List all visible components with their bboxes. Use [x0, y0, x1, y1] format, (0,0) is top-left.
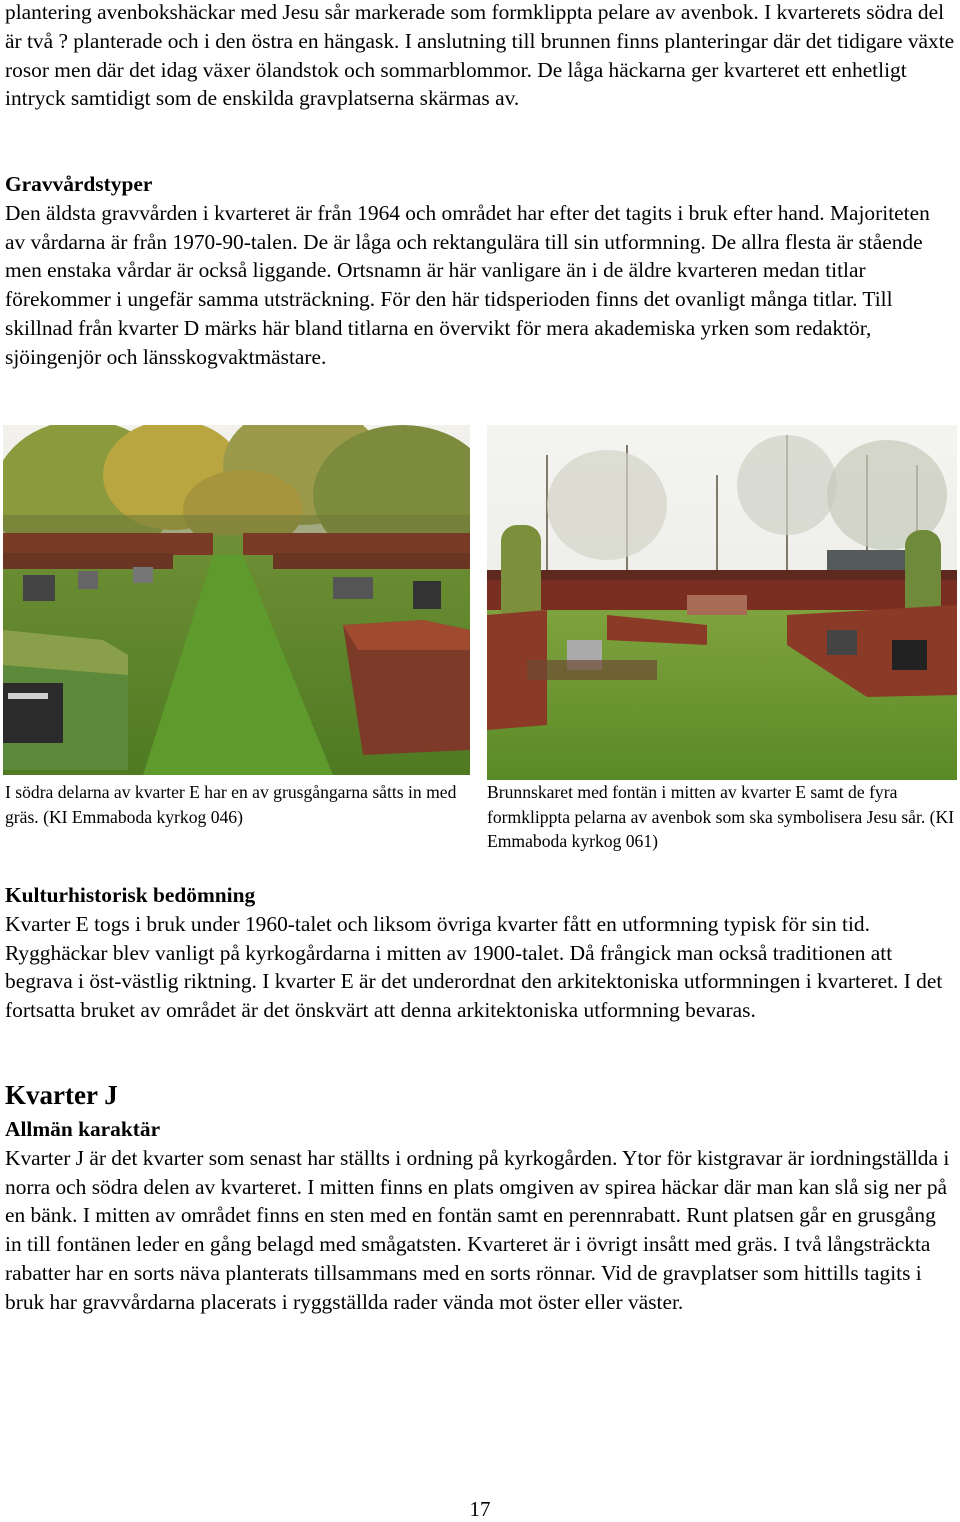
section-heading: Gravvårdstyper: [5, 172, 153, 196]
section-heading: Kulturhistorisk bedömning: [5, 883, 256, 907]
section-text: Kvarter E togs i bruk under 1960-talet och liksom övriga kvarter fått en utformning typisk för sin tid. Rygghäckar blev vanligt på kyrkogårdarna i mitten av 1900-talet. Då frångick man också traditionen att begrava i öst-västlig riktning. I kvarter E är det underordnat den arkitektoniska utformningen i kvarteret. I det fortsatta bruket av området är det önskvärt att denna arkitektoniska utformning bevaras.: [5, 911, 943, 1023]
photo-fountain-area: [487, 425, 957, 780]
section-title: Kvarter J: [5, 1080, 118, 1110]
section-gravvardstyper: [5, 170, 955, 372]
section-kvarter-j: [5, 1115, 955, 1317]
photo-caption: Brunnskaret med fontän i mitten av kvarter E samt de fyra formklippta pelarna av avenbok som ska symbolisera Jesu sår. (KI Emmaboda kyrkog 061): [487, 782, 955, 851]
section-kulturhistorisk: [5, 881, 955, 1025]
photo-caption: I södra delarna av kvarter E har en av grusgångarna såtts in med gräs. (KI Emmaboda kyrkog 046): [5, 782, 457, 827]
section-text: Kvarter J är det kvarter som senast har ställts i ordning på kyrkogården. Ytor för kistgravar är iordningställda i norra och södra delen av kvarteret. I mitten finns en plats omgiven av spirea häckar där man kan slå sig ner på en bänk. I mitten av området finns en sten med en fontän samt en perennrabatt. Runt platsen går en grusgång in till fontänen leder en gång belagd med smågatsten. Kvarteret är i övrigt insått med gräs. I två långsträckta rabatter har en sorts näva planterats tillsammans med en sorts rönnar. Vid de gravplatser som hittills tagits i bruk har gravvårdarna placerats i ryggställda rader vända mot öster eller väster.: [5, 1145, 950, 1314]
photo-grass-path: [3, 425, 470, 775]
page-number: 17: [469, 1497, 491, 1521]
section-heading: Allmän karaktär: [5, 1117, 161, 1141]
intro-paragraph: plantering avenbokshäckar med Jesu sår markerade som formklippta pelare av avenbok. I kvarterets södra del är två ? planterade och i den östra en hängask. I anslutning till brunnen finns planteringar där det tidigare växte rosor men där det idag växer ölandstok och sommarblommor. De låga häckarna ger kvarteret ett enhetligt intryck samtidigt som de enskilda gravplatserna skärmas av.: [5, 0, 955, 111]
section-text: Den äldsta gravvården i kvarteret är från 1964 och området har efter det tagits i bruk efter hand. Majoriteten av vårdarna är från 1970-90-talen. De är låga och rektangulära till sin utformning. De allra flesta är stående men enstaka vårdar är också liggande. Ortsnamn är här vanligare än i de äldre kvarteren medan titlar förekommer i ungefär samma utsträckning. För den här tidsperioden finns det ovanligt många titlar. Till skillnad från kvarter D märks här bland titlarna en övervikt för mera akademiska yrken som redaktör, sjöingenjör och länsskogvaktmästare.: [5, 200, 930, 369]
